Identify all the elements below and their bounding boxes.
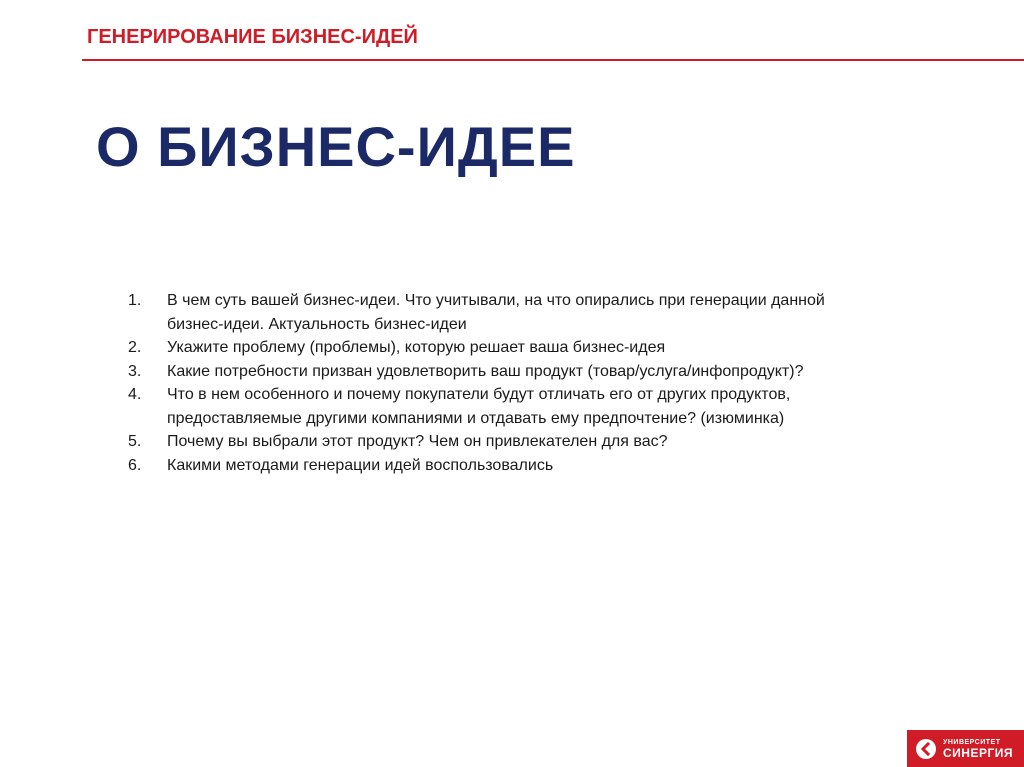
question-list xyxy=(128,289,908,477)
header-title: ГЕНЕРИРОВАНИЕ БИЗНЕС-ИДЕЙ xyxy=(87,26,418,48)
list-item xyxy=(128,289,908,336)
list-item xyxy=(128,454,908,478)
item-text: Какие потребности призван удовлетворить ваш продукт (товар/услуга/инфопродукт)? xyxy=(167,362,804,380)
item-number: 6. xyxy=(128,456,142,474)
university-logo xyxy=(907,730,1024,767)
logo-text-bottom: СИНЕРГИЯ xyxy=(943,746,1014,760)
item-number: 5. xyxy=(128,433,142,450)
item-text: Что в нем особенного и почему покупатели будут отличать его от других продуктов, xyxy=(167,386,791,403)
item-text: Укажите проблему (проблемы), которую решает ваша бизнес-идея xyxy=(167,339,666,356)
list-item xyxy=(128,360,908,384)
logo-text-top: УНИВЕРСИТЕТ xyxy=(943,739,1001,746)
item-number: 1. xyxy=(128,292,142,309)
list-item xyxy=(128,336,908,360)
synergy-logo-icon xyxy=(915,738,937,760)
item-text-continued: предоставляемые другими компаниями и отдавать ему предпочтение? (изюминка) xyxy=(167,409,785,427)
item-number: 2. xyxy=(128,339,142,356)
item-text: Какими методами генерации идей воспользовались xyxy=(167,456,554,474)
list-item xyxy=(128,383,908,430)
item-text: Почему вы выбрали этот продукт? Чем он привлекателен для вас? xyxy=(167,433,668,450)
item-text: В чем суть вашей бизнес-идеи. Что учитывали, на что опирались при генерации данной xyxy=(167,292,825,309)
item-text-continued: бизнес-идеи. Актуальность бизнес-идеи xyxy=(167,315,467,333)
list-item xyxy=(128,430,908,454)
header-divider xyxy=(82,59,1024,61)
page-title: О БИЗНЕС-ИДЕЕ xyxy=(96,115,576,178)
item-number: 3. xyxy=(128,362,142,380)
item-number: 4. xyxy=(128,386,142,403)
